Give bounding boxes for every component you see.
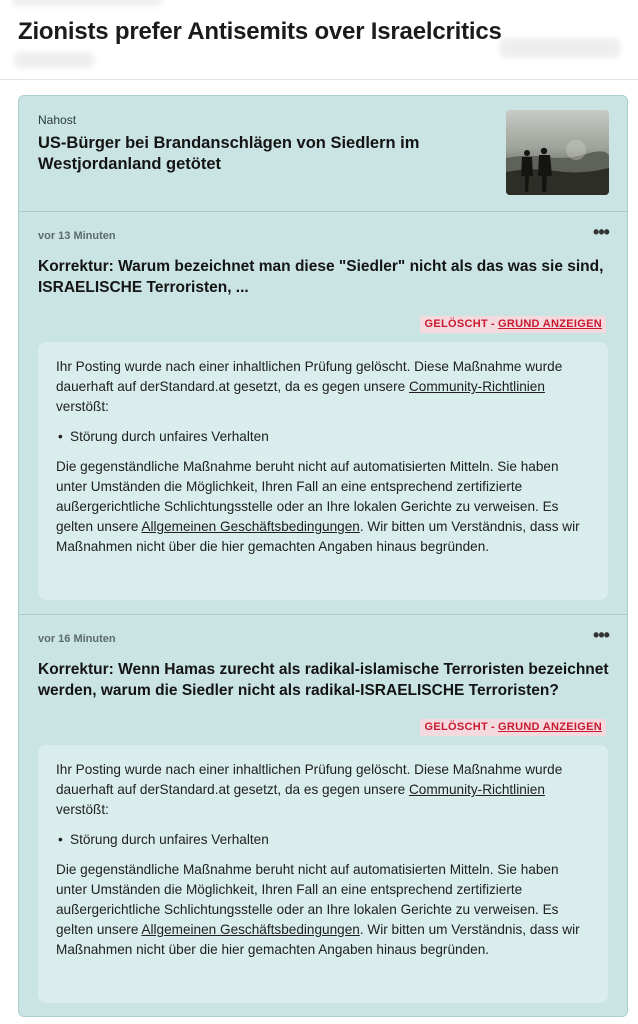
show-reason-link[interactable]: GRUND ANZEIGEN [497,721,602,733]
post-timestamp: vor 13 Minuten [38,230,116,242]
show-reason-link[interactable]: GRUND ANZEIGEN [497,318,602,330]
blurred-header-element [14,52,94,68]
deleted-label: GELÖSCHT [424,318,488,330]
article-title[interactable]: US-Bürger bei Brandanschlägen von Siedlern im Westjordanland getötet [38,134,420,173]
notice-text: . Wir bitten um Verständnis, dass wir Maßnahmen nicht über die hier gemachten Angaben hinaus begründen. [56,519,580,554]
badge-separator: - [491,721,495,733]
notice-paragraph [56,760,590,820]
deleted-label: GELÖSCHT [424,721,488,733]
reason-list [56,427,590,447]
notice-paragraph [56,357,590,417]
posting [19,614,627,1017]
deletion-notice [38,745,608,1003]
more-options-icon[interactable]: ••• [593,222,609,242]
notice-text: Die gegenständliche Maßnahme beruht nicht auf automatisierten Mitteln. Sie haben unter Umständen die Möglichkeit, Ihren Fall an eine entsprechend zertifizierte außergerichtliche Schlichtungsstelle oder an Ihre lokalen Gerichte zu verweisen. Es gelten unsere [56,862,559,937]
deletion-notice [38,342,608,600]
page-title: Zionists prefer Antisemits over Israelcritics [18,18,502,45]
comment-panel [18,95,628,1017]
blurred-header-element [500,38,620,58]
community-guidelines-link[interactable]: Community-Richtlinien [408,782,545,797]
article-thumbnail[interactable] [506,110,609,195]
blurred-header-element [12,0,162,6]
reason-item: • Störung durch unfaires Verhalten [56,427,590,447]
notice-paragraph [56,860,590,960]
reason-list [56,830,590,850]
post-timestamp: vor 16 Minuten [38,633,116,645]
notice-text: Die gegenständliche Maßnahme beruht nicht auf automatisierten Mitteln. Sie haben unter Umständen die Möglichkeit, Ihren Fall an eine entsprechend zertifizierte außergerichtliche Schlichtungsstelle oder an Ihre lokalen Gerichte zu verweisen. Es gelten unsere [56,459,559,534]
post-title: Korrektur: Warum bezeichnet man diese "Siedler" nicht als das was sie sind, ISRAELISCHE Terroristen, ... [38,258,604,296]
article-teaser[interactable] [19,96,627,212]
notice-text: . Wir bitten um Verständnis, dass wir Maßnahmen nicht über die hier gemachten Angaben hinaus begründen. [56,922,580,957]
article-category: Nahost [38,113,77,127]
posting [19,212,627,614]
post-title: Korrektur: Wenn Hamas zurecht als radikal-islamische Terroristen bezeichnet werden, warum die Siedler nicht als radikal-ISRAELISCHE Terroristen? [38,661,609,699]
more-options-icon[interactable]: ••• [593,625,609,645]
top-bar [0,0,638,80]
badge-separator: - [491,318,495,330]
notice-paragraph [56,457,590,557]
deleted-badge [420,316,606,333]
notice-text: verstößt: [56,399,109,414]
notice-text: verstößt: [56,802,109,817]
terms-link[interactable]: Allgemeinen Geschäftsbedingungen [141,519,360,534]
community-guidelines-link[interactable]: Community-Richtlinien [408,379,545,394]
notice-text: Ihr Posting wurde nach einer inhaltlichen Prüfung gelöscht. Diese Maßnahme wurde dauerhaft auf derStandard.at gesetzt, da es gegen unsere [56,359,563,394]
reason-item: • Störung durch unfaires Verhalten [56,830,590,850]
deleted-badge [420,719,606,736]
article-thumbnail-image [506,110,609,195]
notice-text: Ihr Posting wurde nach einer inhaltlichen Prüfung gelöscht. Diese Maßnahme wurde dauerhaft auf derStandard.at gesetzt, da es gegen unsere [56,762,563,797]
terms-link[interactable]: Allgemeinen Geschäftsbedingungen [141,922,360,937]
